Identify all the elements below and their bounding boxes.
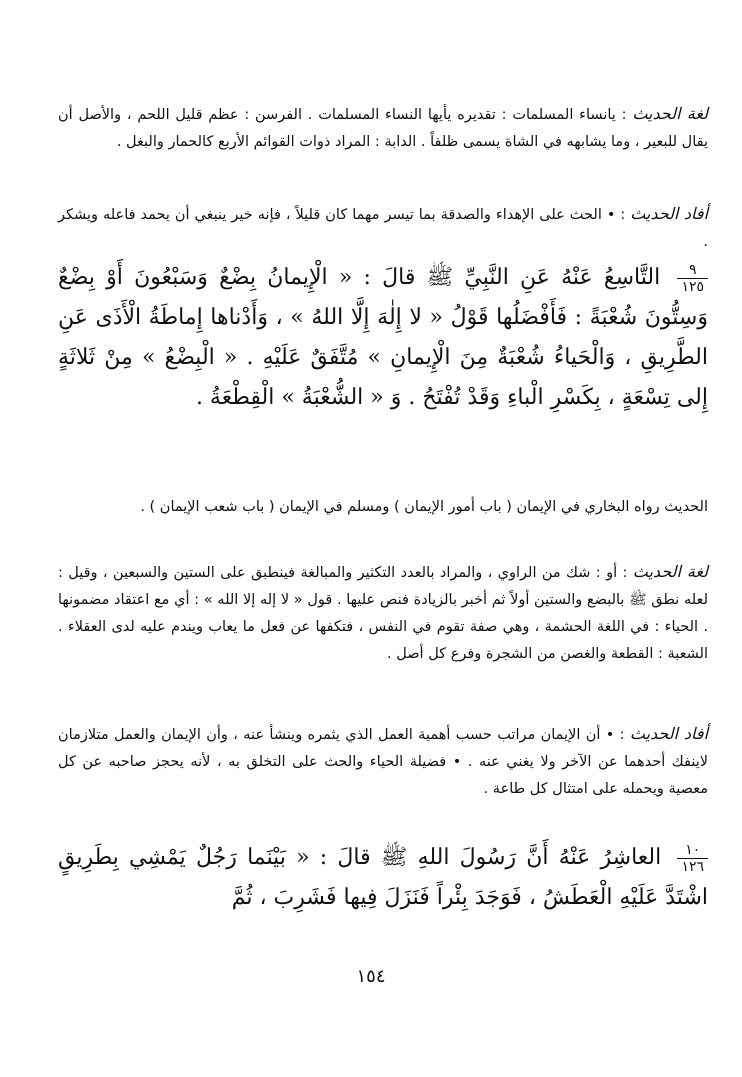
section-heading: أفاد الحديث bbox=[629, 724, 709, 743]
benefit-text: : • أن الإيمان مراتب حسب أهمية العمل الذي يثمره وينشأ عنه ، وأن الإيمان والعمل متلازمان لاينفك أحدهما عن الآخر ولا يغني عنه . • فضيلة الحياء والحث على التخلق به ، لأنه يحجز صاحبه عن كل معصية ويحمله على امتثال كل طاعة . bbox=[58, 727, 708, 797]
hadith-text: العاشِرُ عَنْهُ أَنَّ رَسُولَ اللهِ ﷺ قالَ : « بَيْنَما رَجُلٌ يَمْشِي بِطَرِيقٍ اشْتَدَّ عَلَيْهِ الْعَطَشُ ، فَوَجَدَ بِئْراً فَنَزَلَ فِيها فَشَرِبَ ، ثُمَّ bbox=[58, 845, 708, 910]
page-number: ١٥٤ bbox=[356, 966, 386, 987]
section-heading: لغة الحديث bbox=[632, 104, 709, 123]
hadith-10 bbox=[58, 838, 708, 918]
hadith-9 bbox=[58, 258, 708, 418]
section-heading: لغة الحديث bbox=[632, 562, 709, 581]
gloss-paragraph-2 bbox=[58, 558, 708, 668]
source-text: الحديث رواه البخاري في الإيمان ( باب أمور الإيمان ) ومسلم في الإيمان ( باب شعب الإيمان ) . bbox=[140, 499, 708, 515]
hadith-sequence-number: ١٠ bbox=[677, 842, 708, 859]
benefit-paragraph-2 bbox=[58, 720, 708, 803]
gloss-paragraph-1 bbox=[58, 100, 708, 156]
hadith-text: التَّاسِعُ عَنْهُ عَنِ النَّبِيِّ ﷺ قالَ : « الْإِيمانُ بِضْعٌ وَسَبْعُونَ أَوْ بِضْعٌ وَسِتُّونَ شُعْبَةً : فَأَفْضَلُها قَوْلُ « لا إِلٰهَ إِلَّا اللهُ » ، وَأَدْناها إِماطَةُ الْأَذَى عَنِ الطَّرِيقِ ، وَالْحَياءُ شُعْبَةٌ مِنَ الْإِيمانِ » مُتَّفَقٌ عَلَيْهِ . « الْبِضْعُ » مِنْ ثَلاثَةٍ إِلى تِسْعَةٍ ، بِكَسْرِ الْباءِ وَقَدْ تُفْتَحُ . وَ « الشُّعْبَةُ » الْقِطْعَةُ . bbox=[58, 265, 708, 410]
source-paragraph bbox=[58, 494, 708, 521]
hadith-global-number: ١٢٥ bbox=[681, 278, 705, 295]
benefit-paragraph-1 bbox=[58, 200, 708, 256]
section-heading: أفاد الحديث bbox=[630, 204, 709, 223]
hadith-number bbox=[677, 262, 708, 295]
gloss-text: : يانساء المسلمات : تقديره يأيها النساء المسلمات . الفرسن : عظم قليل اللحم ، والأصل أن يقال للبعير ، وما يشابهه في الشاة يسمى ظلفاً . الدابة : المراد ذوات القوائم الأربع كالحمار والبغل . bbox=[58, 107, 708, 150]
hadith-global-number: ١٢٦ bbox=[681, 858, 705, 875]
benefit-text: : • الحث على الإهداء والصدقة بما تيسر مهما كان قليلاً ، فإنه خير ينبغي أن يحمد فاعله ويشكر . bbox=[58, 207, 708, 250]
gloss-text: : أو : شك من الراوي ، والمراد بالعدد التكثير والمبالغة فينطبق على الستين والسبعين ، وقيل : لعله نطق ﷺ بالبضع والستين أولاً ثم أخبر بالزيادة فنص عليها . قول « لا إله إلا الله » : أي مع اعتقاد مضمونها . الحياء : في اللغة الحشمة ، وهي صفة تقوم في النفس ، فتكفها عن فعل ما يعاب ويندم عليه لدى العقلاء . الشعبة : القطعة والغصن من الشجرة وفرع كل أصل . bbox=[58, 565, 708, 662]
hadith-sequence-number: ٩ bbox=[677, 262, 708, 279]
hadith-number bbox=[677, 842, 708, 875]
